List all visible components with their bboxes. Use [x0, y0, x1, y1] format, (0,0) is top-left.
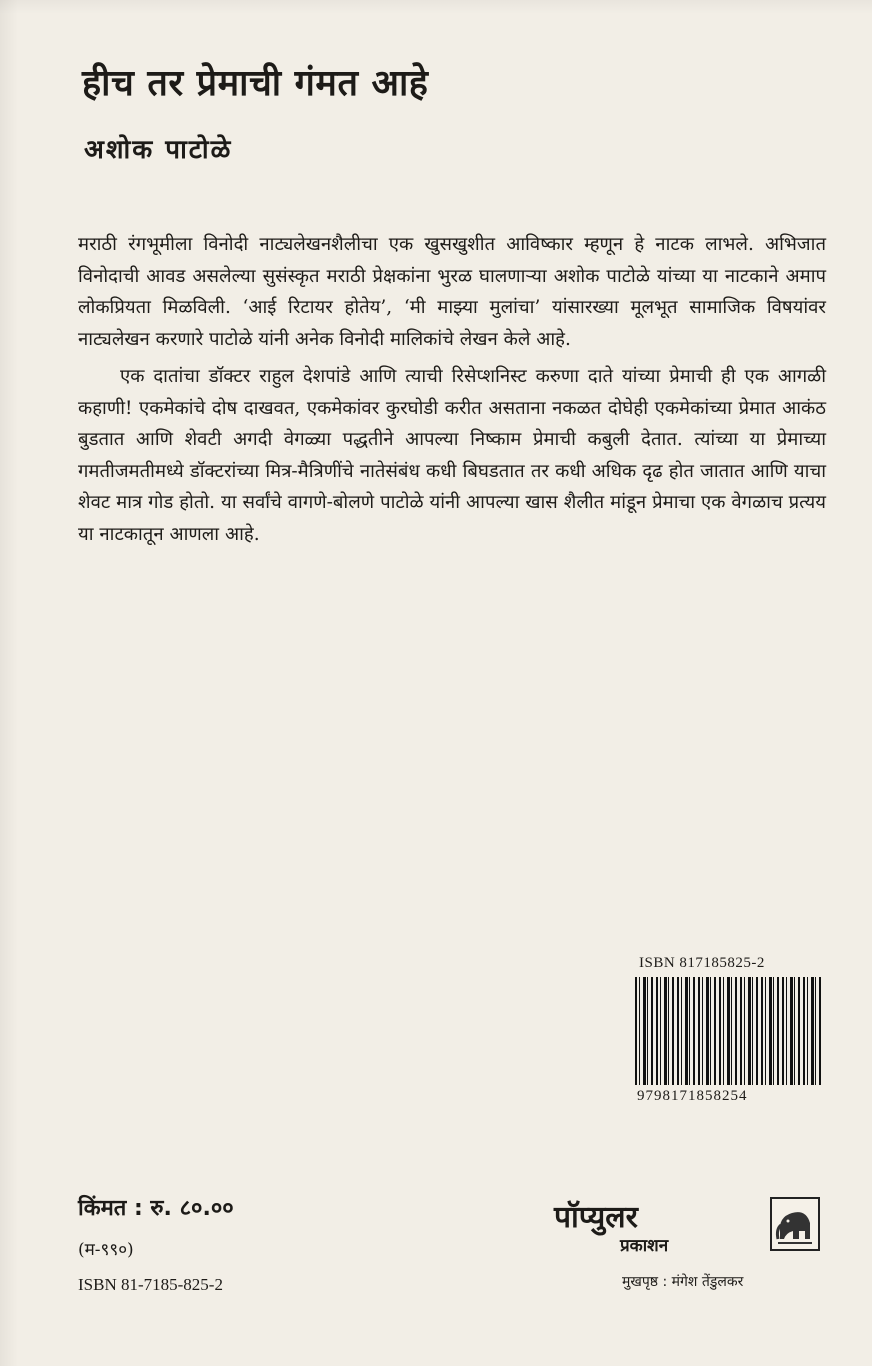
elephant-icon [772, 1199, 818, 1249]
blurb-paragraph-2: एक दातांचा डॉक्टर राहुल देशपांडे आणि त्याची रिसेप्शनिस्ट करुणा दाते यांच्या प्रेमाची ही एक आगळी कहाणी! एकमेकांचे दोष दाखवत, एकमेकांवर कुरघोडी करीत असताना नकळत दोघेही एकमेकांच्या प्रेमात आकंठ बुडतात आणि शेवटी अगदी वेगळ्या पद्धतीने आपल्या निष्काम प्रेमाची कबुली देतात. त्यांच्या या प्रेमाच्या गमतीजमतीमध्ये डॉक्टरांच्या मित्र-मैत्रिणींचे नातेसंबंध कधी बिघडतात तर कधी अधिक दृढ होत जातात आणि याचा शेवट मात्र गोड होतो. या सर्वांचे वागणे-बोलणे पाटोळे यांनी आपल्या खास शैलीत मांडून प्रेमाचा एक वेगळाच प्रत्यय या नाटकातून आणला आहे. [78, 366, 826, 545]
isbn: ISBN 81-7185-825-2 [78, 1275, 223, 1294]
barcode-bars [635, 977, 821, 1085]
blurb-paragraph-1: मराठी रंगभूमीला विनोदी नाट्यलेखनशैलीचा एक खुसखुशीत आविष्कार म्हणून हे नाटक लाभले. अभिजात विनोदाची आवड असलेल्या सुसंस्कृत मराठी प्रेक्षकांना भुरळ घालणाऱ्या अशोक पाटोळे यांच्या या नाटकाने अमाप लोकप्रियता मिळविली. ‘आई रिटायर होतेय’, ‘मी माझ्या मुलांचा’ यांसारख्या मूलभूत सामाजिक विषयांवर नाट्यलेखन करणारे पाटोळे यांनी अनेक विनोदी मालिकांचे लेखन केले आहे. [78, 234, 826, 350]
barcode [635, 955, 825, 1110]
barcode-number: 9798171858254 [637, 1088, 748, 1104]
cover-credit: मुखपृष्ठ : मंगेश तेंडुलकर [622, 1274, 744, 1290]
publisher-subtitle: प्रकाशन [620, 1236, 669, 1256]
blurb [78, 229, 826, 550]
publisher-logo-icon [770, 1197, 820, 1251]
barcode-isbn-label: ISBN 817185825-2 [639, 955, 765, 971]
author-name: अशोक पाटोळे [84, 135, 233, 165]
price: किंमत : रु. ८०.०० [78, 1196, 234, 1221]
book-title: हीच तर प्रेमाची गंमत आहे [82, 63, 429, 104]
catalog-code: (म-९९०) [78, 1240, 134, 1260]
publisher-name: पॉप्युलर [554, 1200, 638, 1235]
